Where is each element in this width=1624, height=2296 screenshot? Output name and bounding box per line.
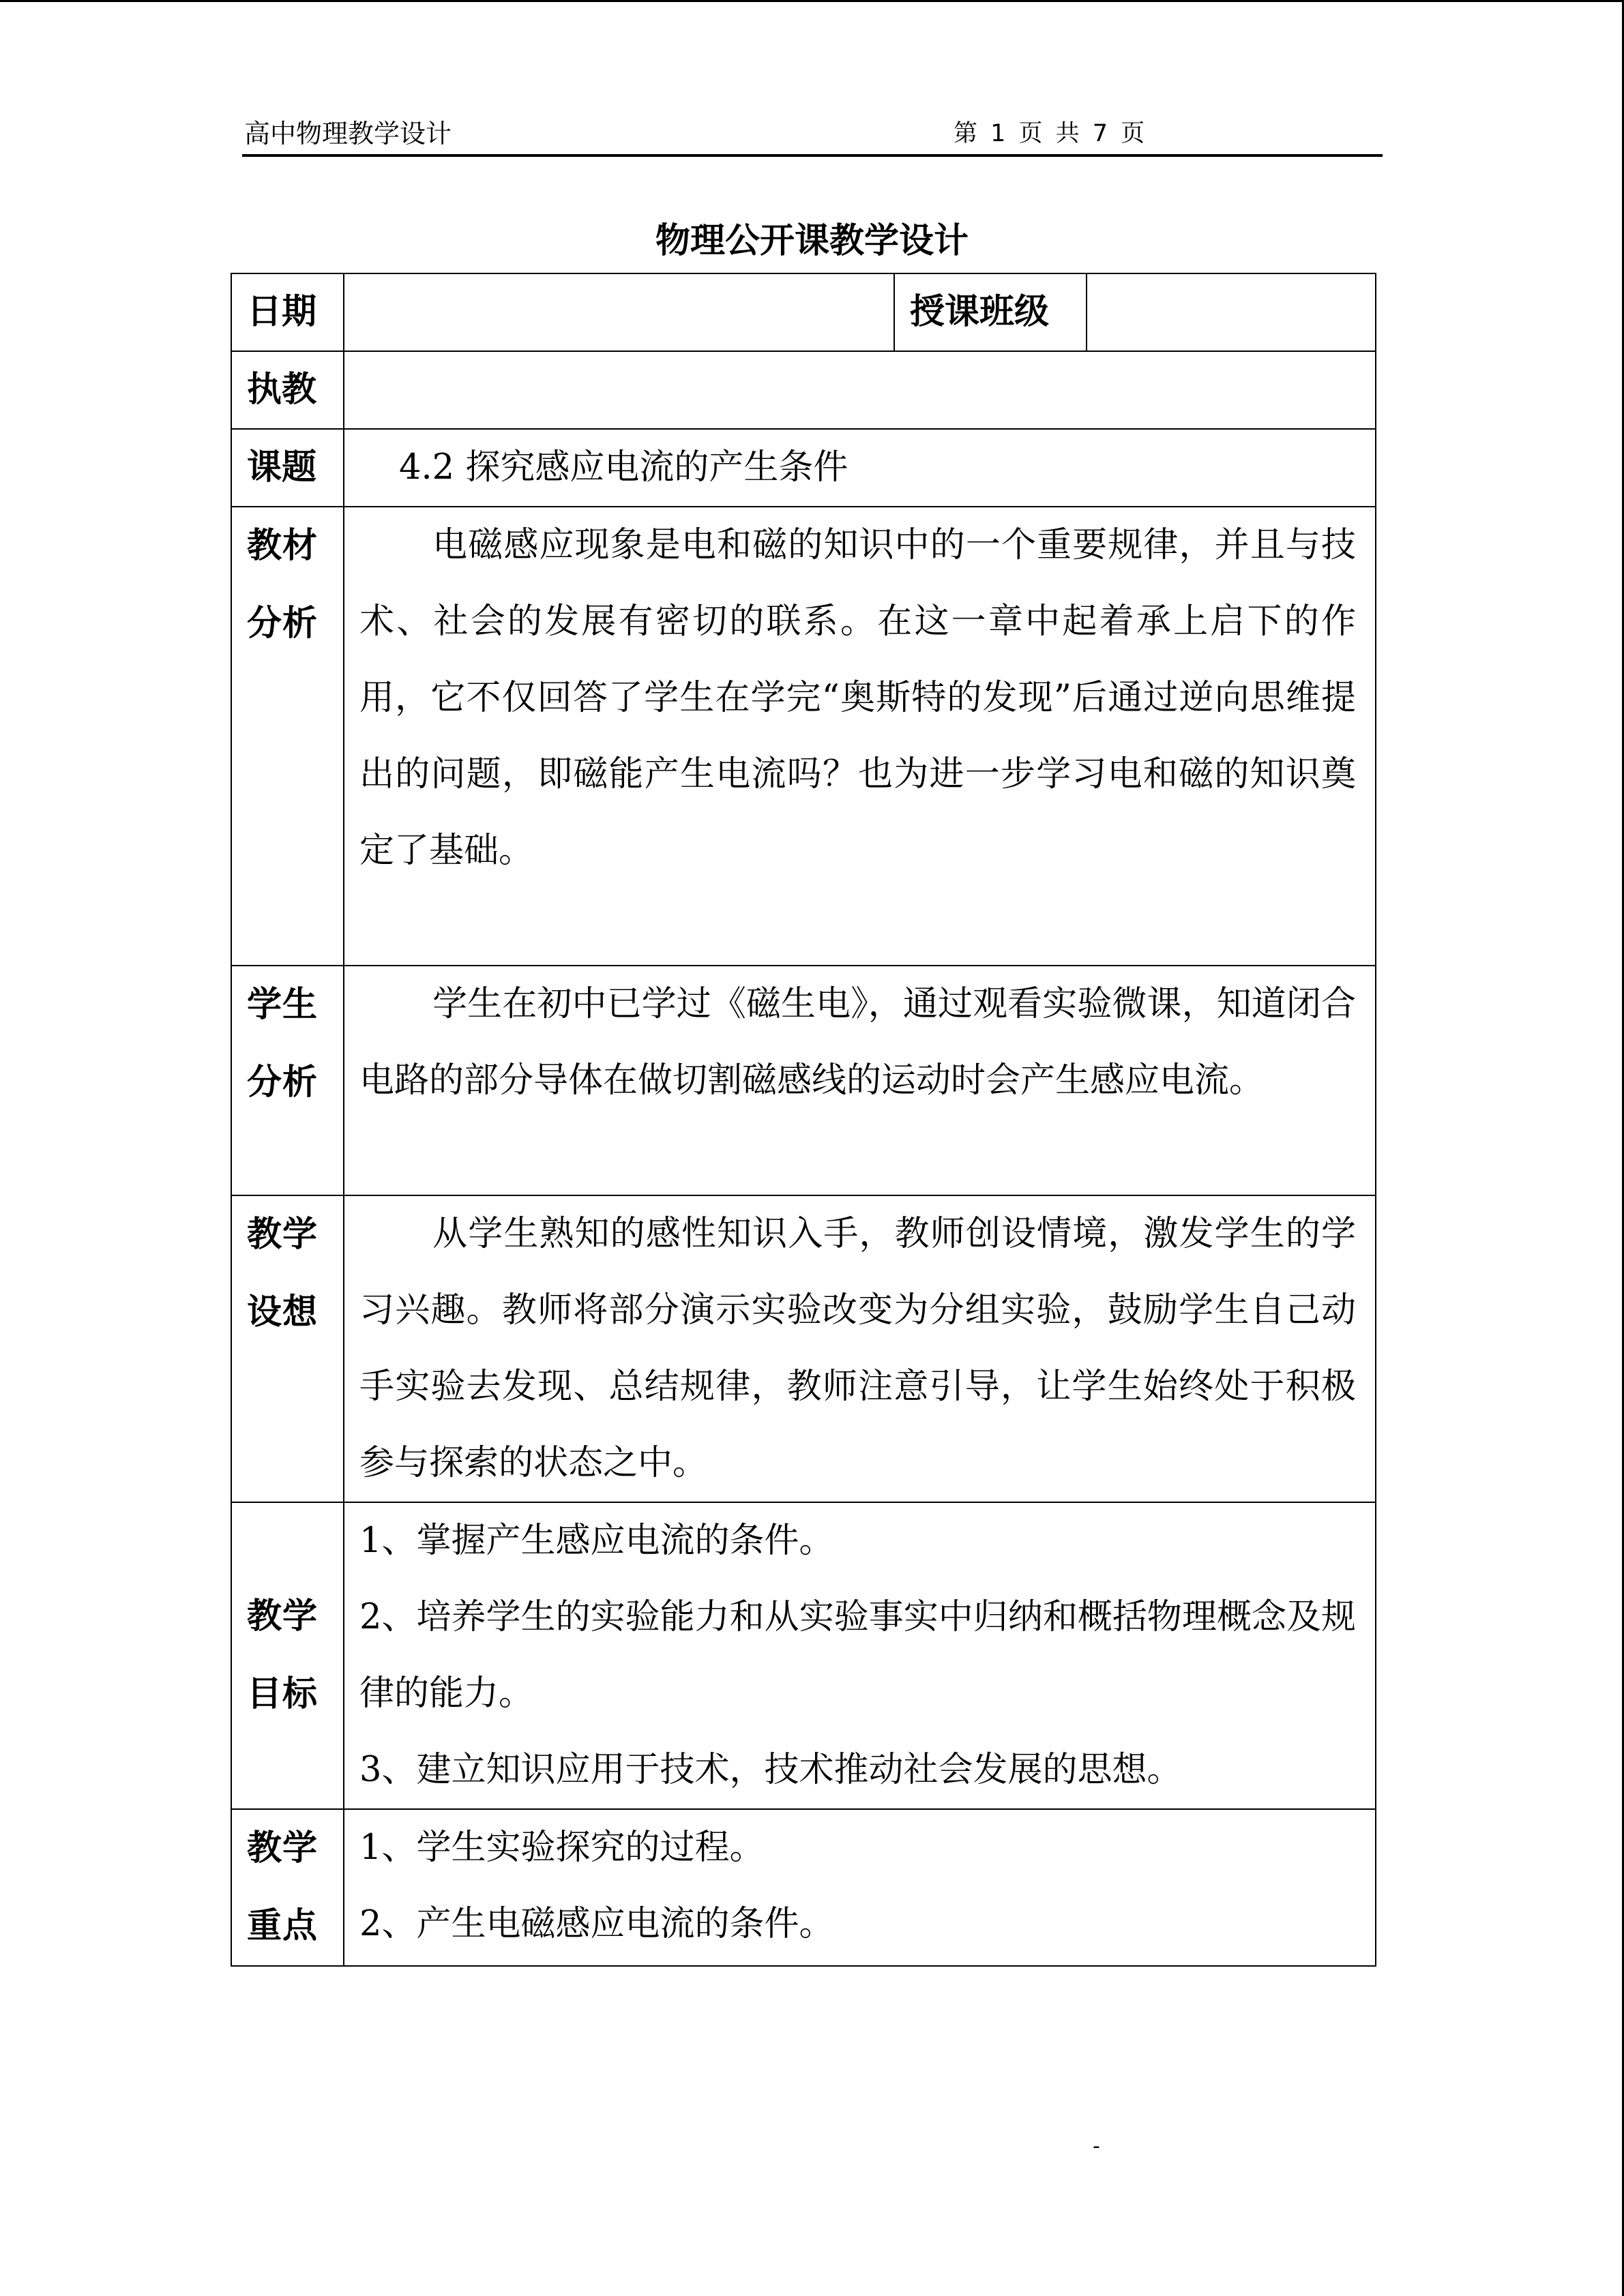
row-teaching-goals bbox=[231, 1502, 1376, 1809]
class-value bbox=[1087, 273, 1376, 351]
teaching-idea-text: 从学生熟知的感性知识入手，教师创设情境，激发学生的学习兴趣。教师将部分演示实验改变为分组实验，鼓励学生自己动手实验去发现、总结规律，教师注意引导，让学生始终处于积极参与探索的状态之中。 bbox=[359, 1214, 1356, 1483]
teacher-label: 执教 bbox=[231, 351, 344, 429]
row-textbook-analysis bbox=[231, 507, 1376, 966]
row-teacher bbox=[231, 351, 1376, 429]
page-top-border bbox=[0, 0, 1624, 2]
goals-label bbox=[231, 1502, 344, 1809]
student-label bbox=[231, 966, 344, 1195]
topic-label: 课题 bbox=[231, 429, 344, 507]
idea-label-text: 教学设想 bbox=[247, 1214, 319, 1332]
topic-value: 4.2 探究感应电流的产生条件 bbox=[344, 429, 1376, 507]
page-header bbox=[242, 116, 1383, 157]
lesson-plan-table bbox=[231, 273, 1376, 1967]
student-analysis-cell bbox=[344, 966, 1376, 1195]
row-key-points bbox=[231, 1809, 1376, 1966]
textbook-analysis-text: 电磁感应现象是电和磁的知识中的一个重要规律，并且与技术、社会的发展有密切的联系。在这一章中起着承上启下的作用，它不仅回答了学生在学完“奥斯特的发现”后通过逆向思维提出的问题，即磁能产生电流吗？也为进一步学习电和磁的知识奠定了基础。 bbox=[359, 525, 1356, 871]
key-point-item: 1、学生实验探究的过程。 bbox=[359, 1828, 765, 1868]
row-student-analysis bbox=[231, 966, 1376, 1195]
key-label bbox=[231, 1809, 344, 1966]
footer-mark: - bbox=[1093, 2134, 1100, 2158]
row-teaching-idea bbox=[231, 1195, 1376, 1502]
key-label-text: 教学重点 bbox=[247, 1828, 319, 1946]
student-analysis-text: 学生在初中已学过《磁生电》，通过观看实验微课，知道闭合电路的部分导体在做切割磁感线的运动时会产生感应电流。 bbox=[359, 984, 1356, 1101]
date-label: 日期 bbox=[231, 273, 344, 351]
row-date bbox=[231, 273, 1376, 351]
teaching-goals-cell bbox=[344, 1502, 1376, 1809]
class-label: 授课班级 bbox=[894, 273, 1087, 351]
student-label-text: 学生分析 bbox=[247, 985, 319, 1103]
teacher-value bbox=[344, 351, 1376, 429]
goal-item: 2、培养学生的实验能力和从实验事实中归纳和概括物理概念及规律的能力。 bbox=[359, 1597, 1356, 1714]
goal-item: 3、建立知识应用于技术，技术推动社会发展的思想。 bbox=[359, 1750, 1182, 1790]
goal-item: 1、掌握产生感应电流的条件。 bbox=[359, 1521, 834, 1561]
header-title: 高中物理教学设计 bbox=[244, 119, 452, 149]
key-point-item: 2、产生电磁感应电流的条件。 bbox=[359, 1904, 834, 1944]
key-points-cell bbox=[344, 1809, 1376, 1966]
document-title: 物理公开课教学设计 bbox=[655, 221, 969, 261]
textbook-label bbox=[231, 507, 344, 966]
page-number: 第 1 页 共 7 页 bbox=[954, 120, 1148, 147]
idea-label bbox=[231, 1195, 344, 1502]
date-value bbox=[344, 273, 894, 351]
teaching-idea-cell bbox=[344, 1195, 1376, 1502]
goals-label-text: 教学目标 bbox=[247, 1596, 319, 1714]
textbook-analysis-cell bbox=[344, 507, 1376, 966]
row-topic bbox=[231, 429, 1376, 507]
textbook-label-text: 教材分析 bbox=[247, 526, 319, 644]
